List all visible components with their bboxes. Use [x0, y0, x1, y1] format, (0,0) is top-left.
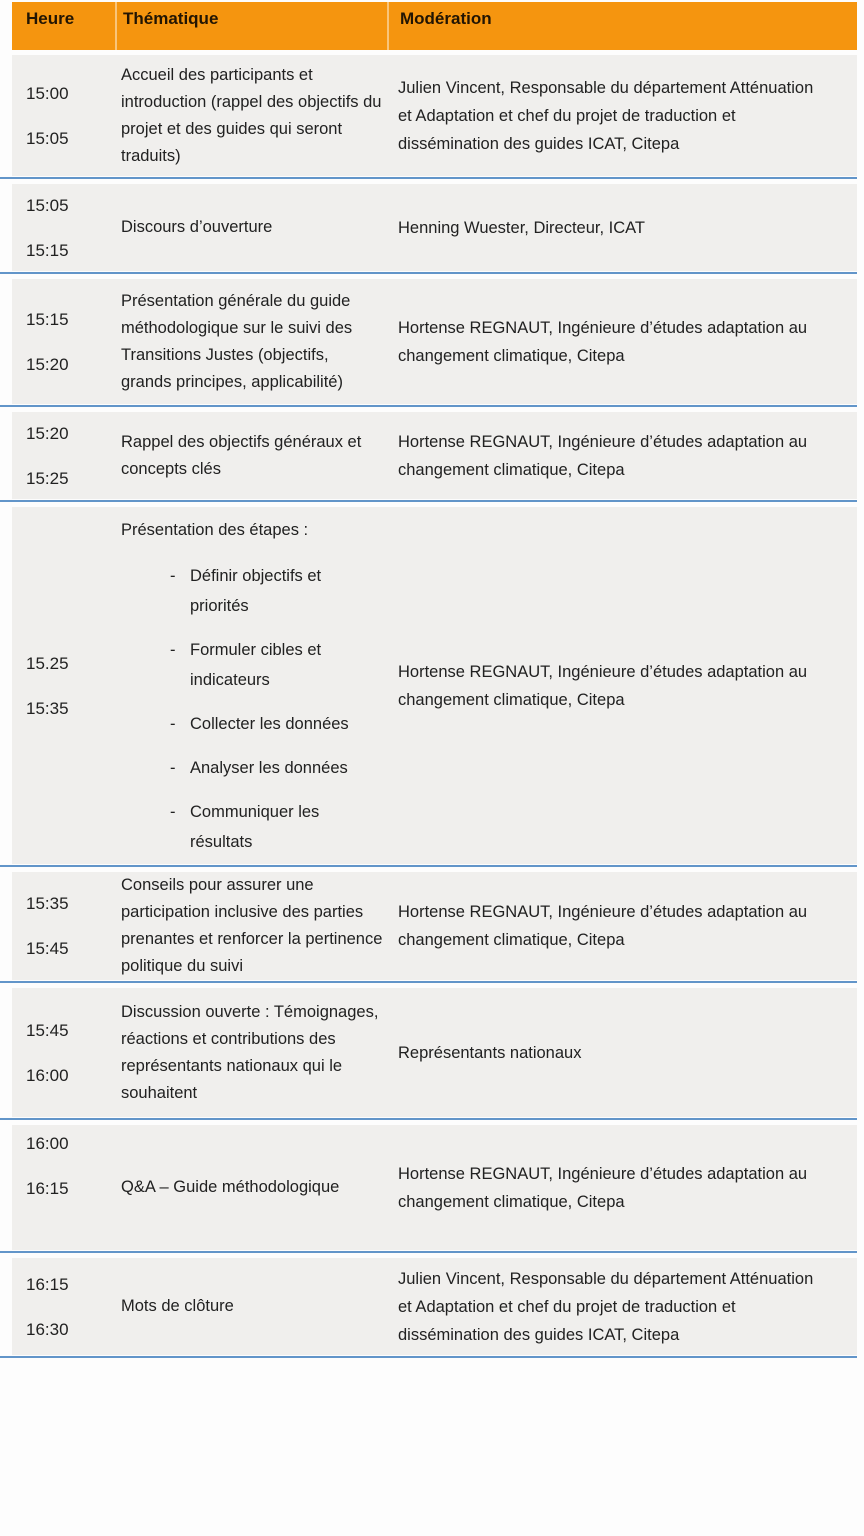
moderation-cell	[387, 988, 857, 1117]
bullet-item	[170, 797, 383, 857]
time-end: 15:35	[26, 698, 69, 718]
divider-line	[0, 981, 857, 983]
row-divider	[12, 177, 857, 184]
column-header-moderation: Modération	[387, 2, 857, 50]
row-divider	[12, 500, 857, 507]
time-end: 15:05	[26, 128, 69, 148]
bullet-item	[170, 635, 383, 695]
bullet-item	[170, 709, 383, 739]
agenda-row-4	[12, 412, 857, 499]
topic-cell	[115, 507, 387, 864]
time-start: 15:05	[26, 195, 69, 215]
column-header-thematique: Thématique	[115, 2, 387, 50]
topic-text: Discussion ouverte : Témoignages, réactions et contributions des représentants nationaux qui le souhaitent	[121, 1002, 379, 1102]
time-end: 15:25	[26, 468, 69, 488]
moderation-cell	[387, 184, 857, 271]
bullet-text: Formuler cibles et indicateurs	[190, 640, 322, 689]
time-cell	[12, 507, 115, 864]
moderation-cell	[387, 872, 857, 980]
topic-cell	[115, 184, 387, 271]
divider-line	[0, 177, 857, 179]
moderation-text: Représentants nationaux	[398, 1043, 582, 1062]
agenda-row-9	[12, 1258, 857, 1355]
topic-cell	[115, 872, 387, 980]
bullet-text: Collecter les données	[190, 714, 349, 733]
row-divider	[12, 981, 857, 988]
divider-line	[0, 865, 857, 867]
row-divider	[12, 865, 857, 872]
moderation-cell	[387, 1258, 857, 1355]
topic-cell	[115, 279, 387, 404]
bullet-dash: -	[170, 758, 176, 777]
topic-cell	[115, 988, 387, 1117]
bullet-dash: -	[170, 640, 176, 659]
bullet-text: Définir objectifs et priorités	[190, 566, 322, 615]
time-start: 15.25	[26, 653, 69, 673]
topic-text: Accueil des participants et introduction (rappel des objectifs du projet et des guides qui seront traduits)	[121, 65, 382, 165]
header-row	[12, 2, 857, 50]
moderation-text: Julien Vincent, Responsable du département Atténuation et Adaptation et chef du projet de traduction et dissémination des guides ICAT, Citepa	[398, 1269, 814, 1344]
time-start: 15:15	[26, 309, 69, 329]
moderation-cell	[387, 412, 857, 499]
bullet-dash: -	[170, 802, 176, 821]
divider-line	[0, 405, 857, 407]
time-start: 15:45	[26, 1020, 69, 1040]
divider-line	[0, 1356, 857, 1358]
agenda-row-2	[12, 184, 857, 271]
agenda-row-6	[12, 872, 857, 980]
bullet-item	[170, 561, 383, 621]
topic-text: Mots de clôture	[121, 1297, 234, 1315]
agenda-row-7	[12, 988, 857, 1117]
time-end: 15:45	[26, 939, 69, 958]
moderation-text: Hortense REGNAUT, Ingénieure d’études adaptation au changement climatique, Citepa	[398, 1164, 808, 1211]
moderation-cell	[387, 1125, 857, 1250]
bullet-text: Communiquer les résultats	[190, 802, 320, 851]
divider-line	[0, 272, 857, 274]
time-cell	[12, 1125, 115, 1250]
topic-cell	[115, 1258, 387, 1355]
moderation-cell	[387, 279, 857, 404]
topic-text: Discours d’ouverture	[121, 218, 273, 236]
time-start: 15:20	[26, 423, 69, 443]
agenda-row-1	[12, 55, 857, 176]
time-cell	[12, 412, 115, 499]
time-cell	[12, 184, 115, 271]
row-divider	[12, 1118, 857, 1125]
time-start: 16:15	[26, 1274, 69, 1294]
moderation-text: Julien Vincent, Responsable du département Atténuation et Adaptation et chef du projet de traduction et dissémination des guides ICAT, Citepa	[398, 78, 814, 153]
moderation-text: Henning Wuester, Directeur, ICAT	[398, 218, 645, 237]
moderation-text: Hortense REGNAUT, Ingénieure d’études adaptation au changement climatique, Citepa	[398, 903, 808, 949]
time-cell	[12, 988, 115, 1117]
topic-text: Présentation des étapes :	[121, 520, 309, 539]
agenda-row-5	[12, 507, 857, 864]
topic-bullet-list	[121, 561, 383, 857]
topic-text: Rappel des objectifs généraux et concepts clés	[121, 432, 362, 478]
divider-line	[0, 1118, 857, 1120]
time-start: 15:35	[26, 894, 69, 913]
time-end: 16:15	[26, 1179, 69, 1198]
row-divider	[12, 1251, 857, 1258]
time-cell	[12, 279, 115, 404]
moderation-text: Hortense REGNAUT, Ingénieure d’études adaptation au changement climatique, Citepa	[398, 318, 808, 365]
time-start: 15:00	[26, 83, 69, 103]
time-cell	[12, 872, 115, 980]
column-header-heure: Heure	[26, 9, 75, 28]
topic-cell	[115, 55, 387, 176]
divider-line	[0, 500, 857, 502]
topic-text: Q&A – Guide méthodologique	[121, 1178, 340, 1196]
row-divider	[12, 1356, 857, 1363]
time-cell	[12, 1258, 115, 1355]
topic-cell	[115, 1125, 387, 1250]
moderation-text: Hortense REGNAUT, Ingénieure d’études adaptation au changement climatique, Citepa	[398, 662, 808, 709]
moderation-cell	[387, 55, 857, 176]
time-start: 16:00	[26, 1134, 69, 1153]
time-end: 16:00	[26, 1065, 69, 1085]
bullet-dash: -	[170, 714, 176, 733]
divider-line	[0, 1251, 857, 1253]
agenda-table	[12, 2, 857, 1363]
time-cell	[12, 55, 115, 176]
row-divider	[12, 272, 857, 279]
topic-cell	[115, 412, 387, 499]
bullet-dash: -	[170, 566, 176, 585]
bullet-item	[170, 753, 383, 783]
agenda-row-8	[12, 1125, 857, 1250]
moderation-cell	[387, 507, 857, 864]
bullet-text: Analyser les données	[190, 758, 348, 777]
moderation-text: Hortense REGNAUT, Ingénieure d’études adaptation au changement climatique, Citepa	[398, 432, 808, 479]
row-divider	[12, 405, 857, 412]
time-end: 16:30	[26, 1319, 69, 1339]
topic-text: Présentation générale du guide méthodologique sur le suivi des Transitions Justes (objectifs, grands principes, applicabilité)	[121, 291, 353, 391]
time-end: 15:15	[26, 240, 69, 260]
agenda-row-3	[12, 279, 857, 404]
time-end: 15:20	[26, 354, 69, 374]
topic-text: Conseils pour assurer une participation inclusive des parties prenantes et renforcer la pertinence politique du suivi	[121, 876, 383, 975]
